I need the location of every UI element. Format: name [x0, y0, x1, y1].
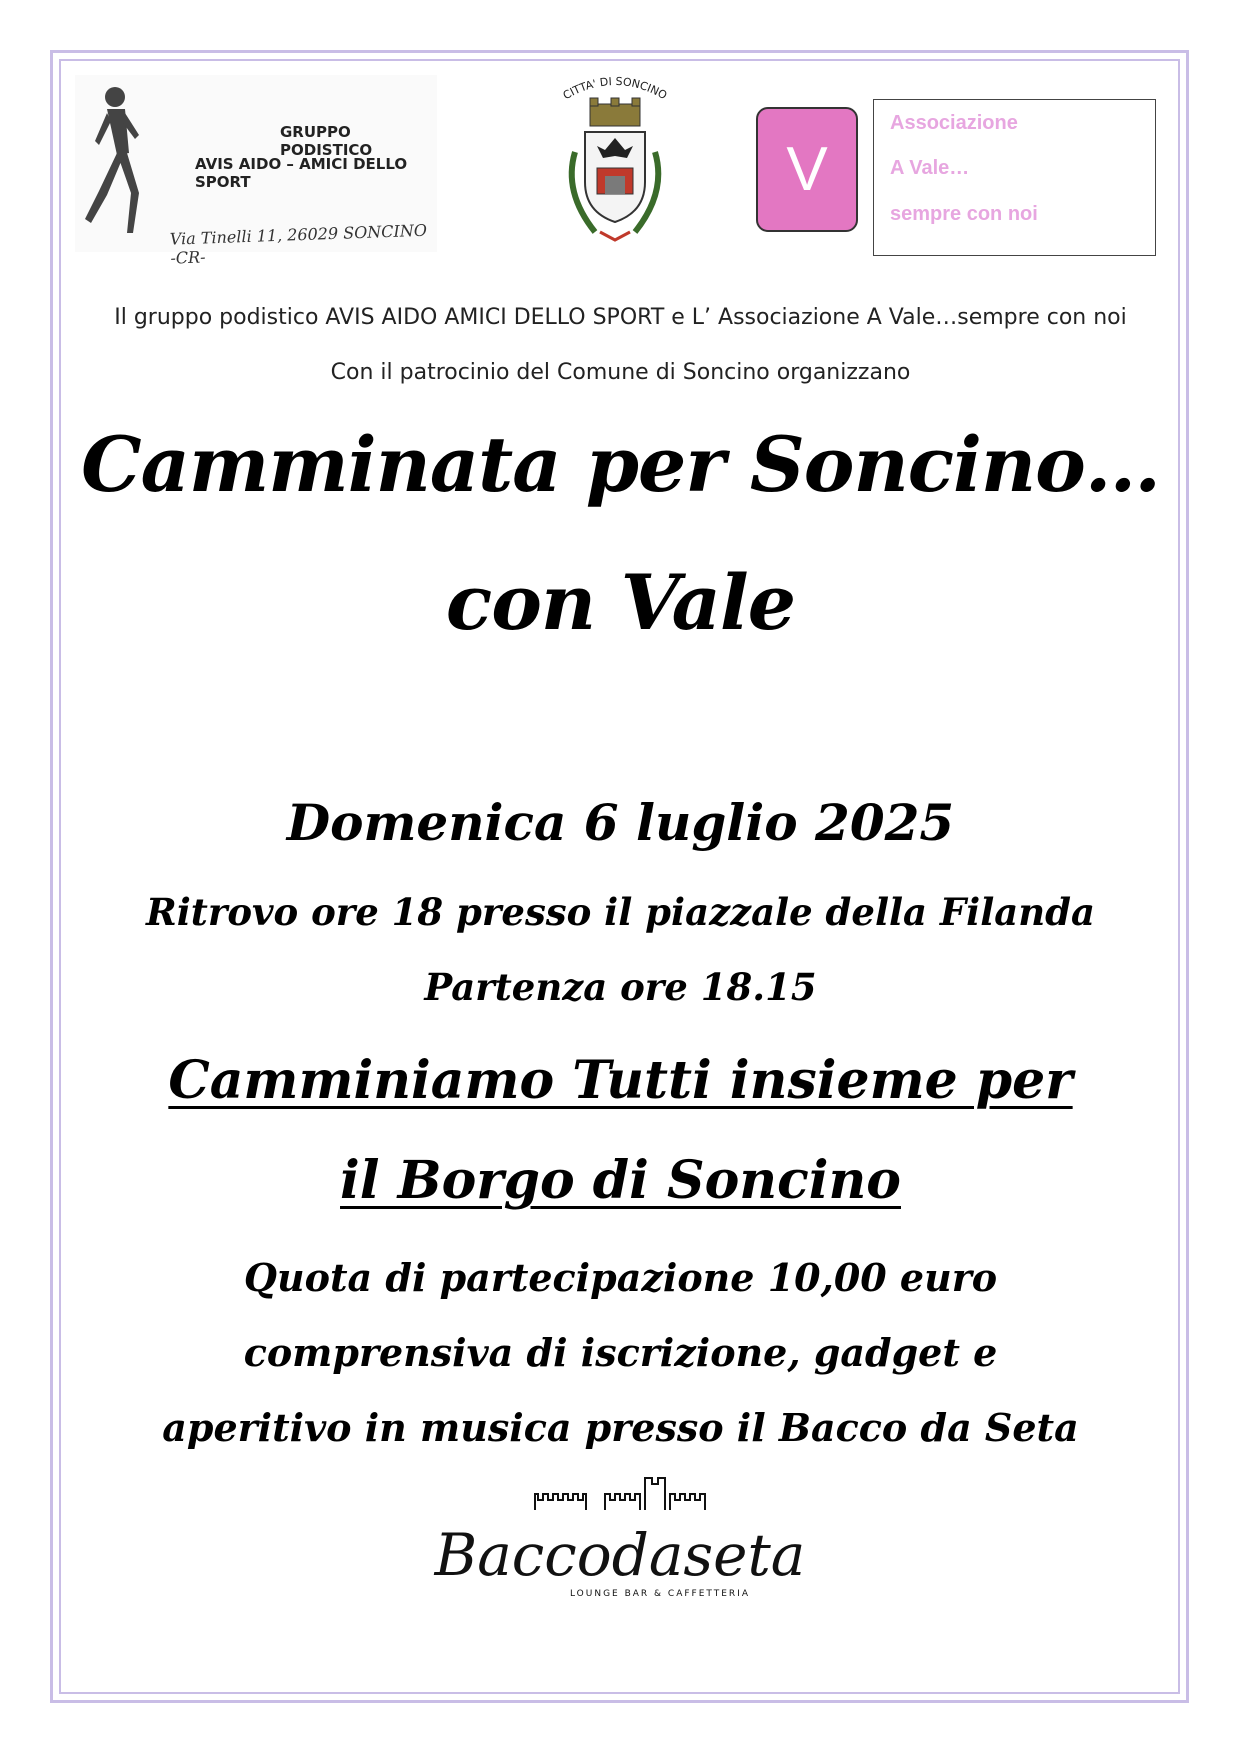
intro-line1: Il gruppo podistico AVIS AIDO AMICI DELLO SPORT e L’ Associazione A Vale…sempre con noi	[114, 305, 1127, 330]
group-logo-line2: AVIS AIDO – AMICI DELLO SPORT	[195, 155, 408, 191]
association-line2: A Vale…	[890, 157, 970, 179]
association-line3: sempre con noi	[890, 203, 1038, 225]
crest-icon	[545, 72, 685, 252]
title-line1: Camminata per Soncino…	[81, 420, 1160, 509]
sponsor-name: Baccodaseta	[434, 1521, 806, 1589]
fee-line2: comprensiva di iscrizione, gadget e	[243, 1330, 998, 1375]
sponsor-tagline: LOUNGE BAR & CAFFETTERIA	[569, 1589, 751, 1599]
v-logo: V	[756, 107, 858, 232]
title-line2: con Vale	[445, 558, 796, 647]
runner-icon	[77, 83, 157, 248]
castle-battlements-icon	[430, 1470, 810, 1610]
crest-text: CITTA' DI SONCINO	[560, 74, 670, 103]
slogan-line2: il Borgo di Soncino	[340, 1150, 901, 1211]
group-logo	[75, 75, 437, 268]
slogan-line1: Camminiamo Tutti insieme per	[168, 1050, 1073, 1111]
fee-line3: aperitivo in musica presso il Bacco da Seta	[162, 1405, 1079, 1450]
city-crest	[545, 72, 685, 252]
event-meeting: Ritrovo ore 18 presso il piazzale della Filanda	[145, 890, 1096, 934]
association-line1: Associazione	[890, 112, 1018, 134]
sponsor-logo	[430, 1470, 810, 1610]
association-box	[873, 99, 1156, 256]
group-logo-line1: GRUPPO PODISTICO	[280, 123, 373, 159]
intro-line2: Con il patrocinio del Comune di Soncino organizzano	[330, 360, 911, 385]
event-date: Domenica 6 luglio 2025	[286, 793, 955, 852]
group-logo-address: Via Tinelli 11, 26029 SONCINO -CR-	[169, 220, 428, 268]
event-start: Partenza ore 18.15	[424, 965, 817, 1009]
fee-line1: Quota di partecipazione 10,00 euro	[243, 1255, 998, 1300]
